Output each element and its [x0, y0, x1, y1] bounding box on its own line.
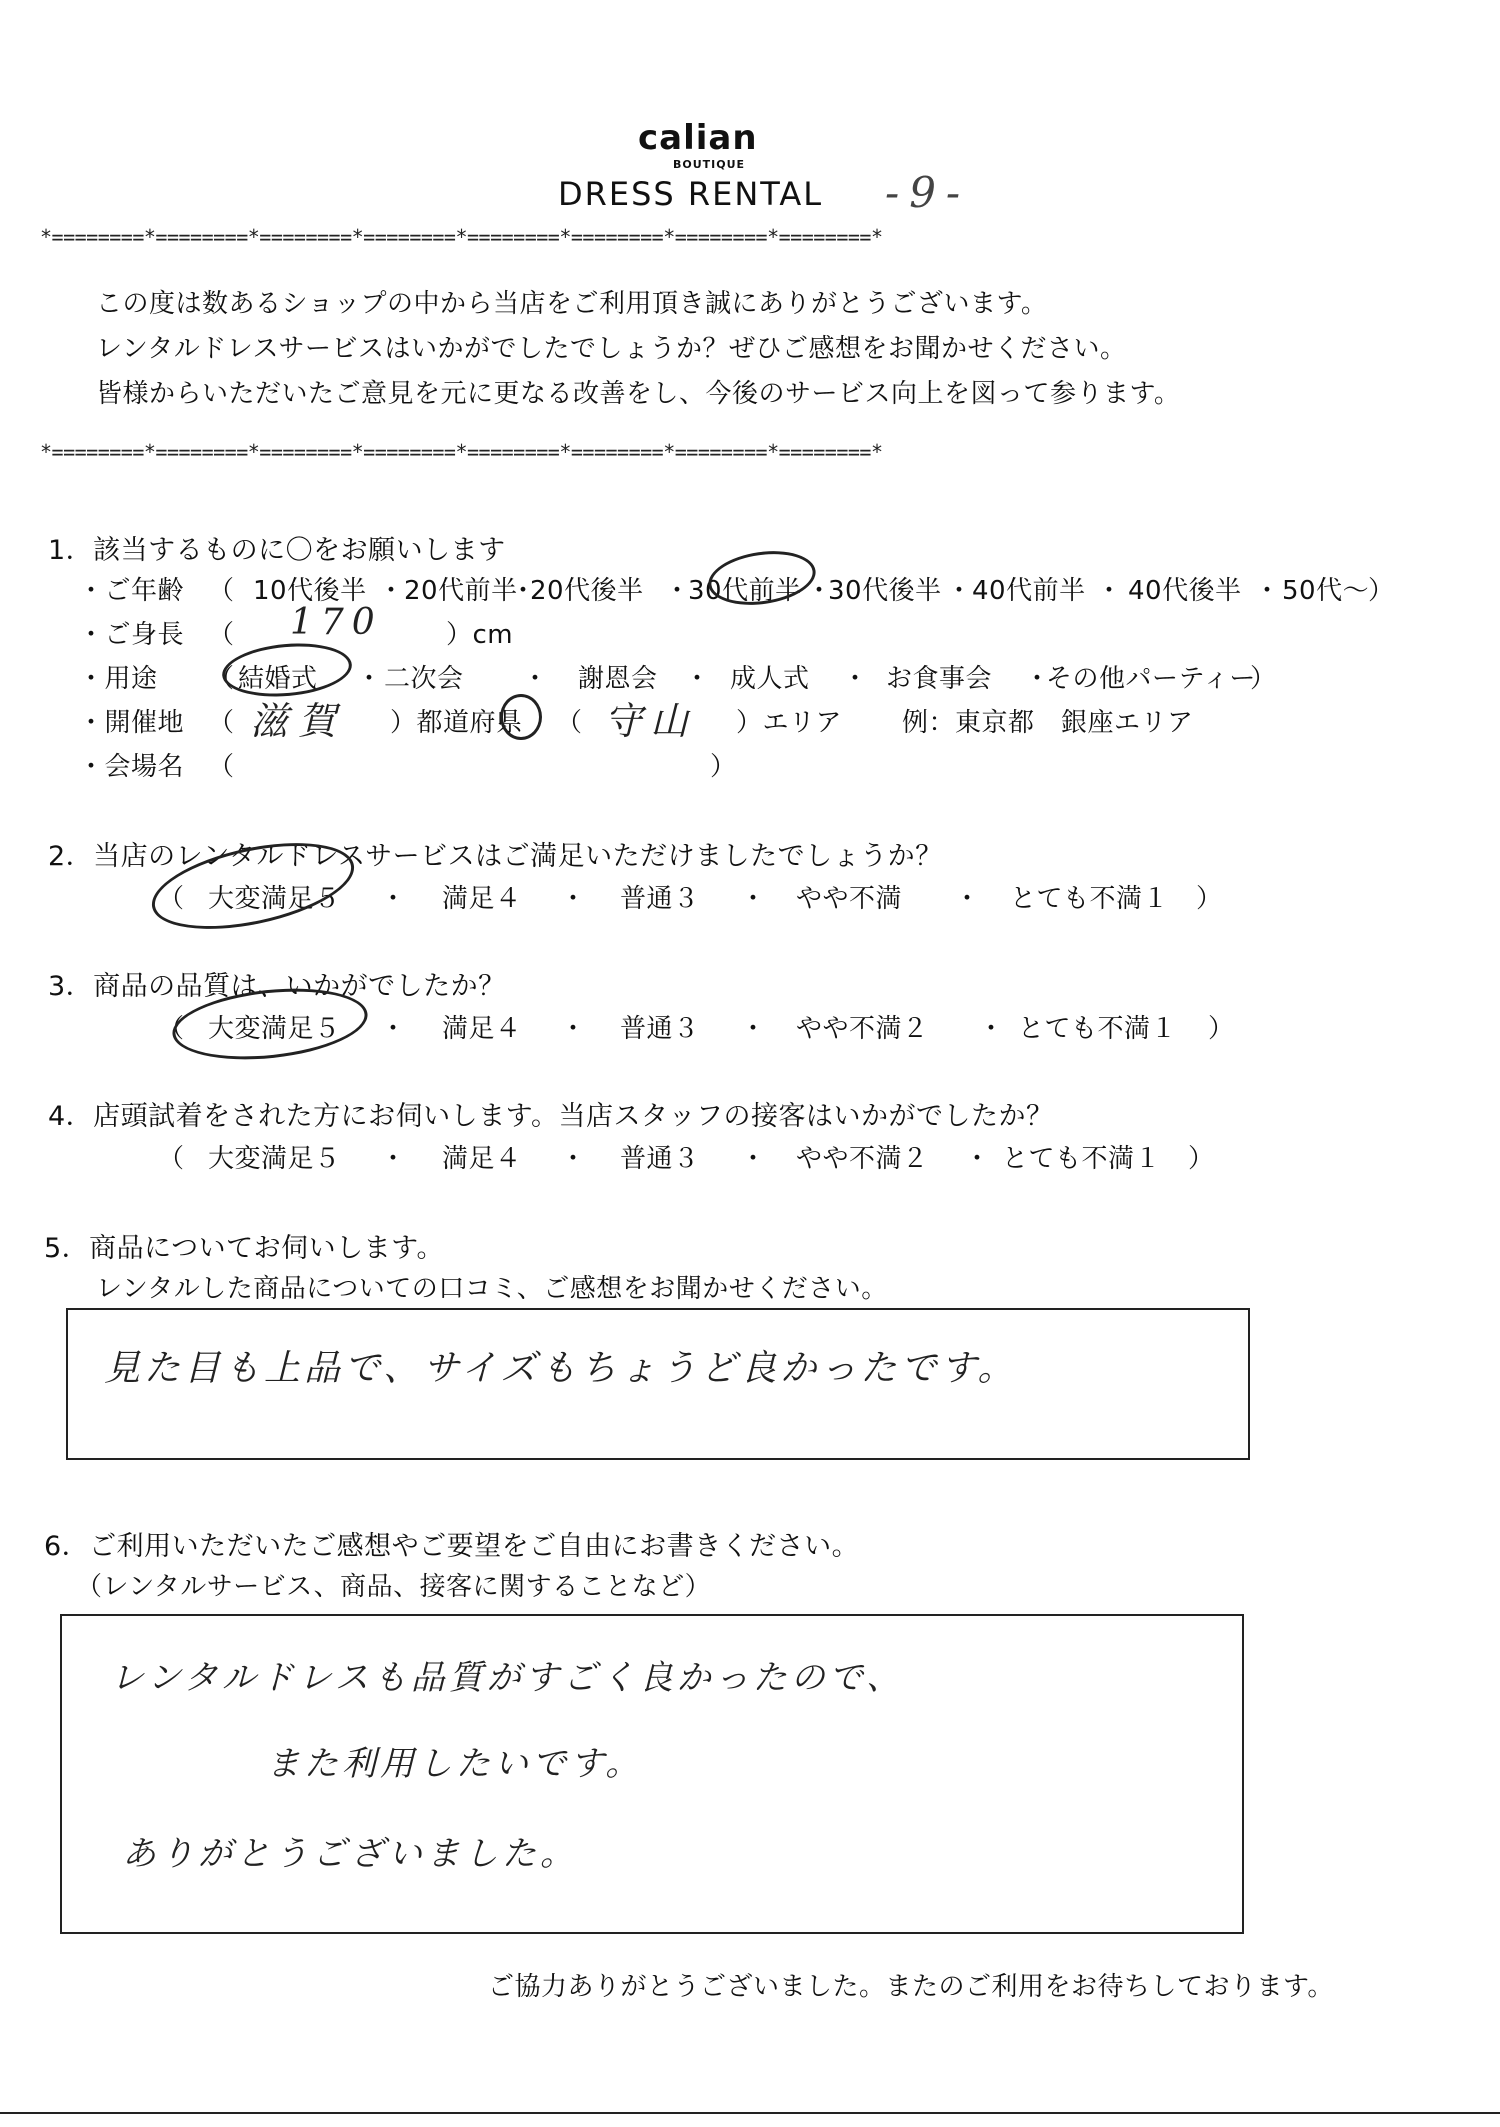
q2-option-1: 大変満足５	[208, 884, 341, 914]
age-dot: ・	[946, 576, 973, 606]
q6-answer-line-1: レンタルドレスも品質がすごく良かったので、	[110, 1658, 905, 1698]
q4-option-5: とても不満１	[1002, 1144, 1162, 1174]
q3-paren-open: （	[158, 1014, 185, 1044]
brand-subtitle: BOUTIQUE	[673, 158, 746, 171]
bottom-separator: *========*========*========*========*========*========*========*========*	[40, 440, 883, 464]
q3-dot: ・	[380, 1014, 407, 1044]
q2-dot: ・	[560, 884, 587, 914]
hall-paren-open: （	[208, 752, 235, 782]
brand-name-post: n	[732, 118, 758, 158]
purpose-option-1: 結婚式	[238, 664, 318, 694]
q4-title: 4．店頭試着をされた方にお伺いします。当店スタッフの接客はいかがでしたか？	[48, 1101, 1054, 1132]
q4-option-4: やや不満２	[796, 1144, 929, 1174]
q5-subtitle: レンタルした商品についての口コミ、ご感想をお聞かせください。	[96, 1274, 888, 1304]
age-paren-close: ）	[1368, 576, 1395, 606]
purpose-dot: ・	[684, 664, 711, 694]
brand-logo	[638, 118, 758, 158]
q3-option-3: 普通３	[620, 1014, 700, 1044]
q4-paren-close: ）	[1188, 1144, 1215, 1174]
age-option-4: 30代前半	[688, 576, 802, 606]
intro-line-2: レンタルドレスサービスはいかがでしたでしょうか？ぜひご感想をお聞かせください。	[96, 334, 1127, 364]
height-paren-open: （	[208, 620, 235, 650]
brand-name-pre: cali	[638, 118, 709, 158]
age-dot: ・	[806, 576, 833, 606]
prefecture-selection-circle	[500, 694, 542, 740]
age-option-3: 20代後半	[530, 576, 644, 606]
q4-paren-open: （	[158, 1144, 185, 1174]
q6-subtitle: （レンタルサービス、商品、接客に関することなど）	[76, 1572, 712, 1602]
hall-paren-close: ）	[710, 752, 737, 782]
hall-label: ・会場名	[78, 752, 185, 782]
age-dot: ・	[378, 576, 405, 606]
page-title: DRESS RENTAL	[558, 175, 824, 213]
age-option-7: 40代後半	[1128, 576, 1242, 606]
purpose-paren-open: （	[208, 664, 235, 694]
q3-dot: ・	[978, 1014, 1005, 1044]
q2-option-5: とても不満１	[1010, 884, 1170, 914]
brand-name-accent: a	[708, 118, 733, 158]
venue-area-paren-open: （	[556, 708, 583, 738]
age-label: ・ご年齢	[78, 576, 185, 606]
q4-dot: ・	[964, 1144, 991, 1174]
age-option-5: 30代後半	[828, 576, 942, 606]
age-dot: ・	[1096, 576, 1123, 606]
footer-message: ご協力ありがとうございました。またのご利用をお待ちしております。	[488, 1972, 1334, 2002]
q2-option-4: やや不満	[796, 884, 903, 914]
age-dot: ・	[664, 576, 691, 606]
venue-prefecture-suffix: ）都道府県	[390, 708, 523, 738]
intro-line-1: この度は数あるショップの中から当店をご利用頂き誠にありがとうございます。	[96, 289, 1048, 319]
purpose-option-4: 成人式	[730, 664, 810, 694]
purpose-option-2: 二次会	[384, 664, 464, 694]
q2-paren-close: ）	[1196, 884, 1223, 914]
purpose-option-6: その他パーティー	[1046, 664, 1256, 694]
q3-title: 3．商品の品質は、いかがでしたか？	[48, 971, 506, 1002]
venue-area-suffix: ）エリア	[736, 708, 843, 738]
q2-title: 2．当店のレンタルドレスサービスはご満足いただけましたでしょうか？	[48, 841, 943, 872]
purpose-dot: ・	[842, 664, 869, 694]
q6-answer-line-2: また利用したいです。	[266, 1744, 644, 1784]
age-dot: ・	[510, 576, 537, 606]
q3-paren-close: ）	[1208, 1014, 1235, 1044]
venue-example: 例：東京都 銀座エリア	[902, 708, 1194, 738]
q5-answer-text: 見た目も上品で、サイズもちょうど良かったです。	[104, 1348, 1018, 1389]
venue-prefecture: 滋賀	[250, 699, 347, 743]
q5-title: 5．商品についてお伺いします。	[44, 1233, 444, 1264]
height-value: 170	[290, 602, 383, 643]
q6-title: 6．ご利用いただいたご感想やご要望をご自由にお書きください。	[44, 1531, 860, 1562]
q4-option-2: 満足４	[442, 1144, 522, 1174]
intro-line-3: 皆様からいただいたご意見を元に更なる改善をし、今後のサービス向上を図って参ります。	[96, 379, 1181, 409]
age-option-6: 40代前半	[972, 576, 1086, 606]
height-label: ・ご身長	[78, 620, 185, 650]
height-unit: ）cm	[446, 620, 514, 650]
bottom-rule	[0, 2112, 1500, 2114]
venue-area: 守山	[604, 699, 697, 743]
purpose-dot: ・	[356, 664, 383, 694]
q3-option-2: 満足４	[442, 1014, 522, 1044]
venue-label: ・開催地	[78, 708, 185, 738]
age-option-8: 50代～	[1282, 576, 1370, 606]
q2-dot: ・	[954, 884, 981, 914]
q4-dot: ・	[740, 1144, 767, 1174]
age-paren-open: （	[208, 576, 235, 606]
q4-option-3: 普通３	[620, 1144, 700, 1174]
q3-dot: ・	[740, 1014, 767, 1044]
q6-answer-line-3: ありがとうございました。	[122, 1834, 578, 1874]
age-dot: ・	[1254, 576, 1281, 606]
age-option-2: 20代前半	[404, 576, 518, 606]
q2-dot: ・	[740, 884, 767, 914]
venue-paren-open: （	[208, 708, 235, 738]
top-separator: *========*========*========*========*========*========*========*========*	[40, 225, 883, 249]
purpose-label: ・用途	[78, 664, 158, 694]
q2-option-3: 普通３	[620, 884, 700, 914]
q3-dot: ・	[560, 1014, 587, 1044]
q2-paren-open: （	[158, 884, 185, 914]
purpose-option-5: お食事会	[886, 664, 993, 694]
handwritten-scribble: -9-	[885, 168, 971, 217]
q2-option-2: 満足４	[442, 884, 522, 914]
q4-option-1: 大変満足５	[208, 1144, 341, 1174]
age-option-1: 10代後半	[253, 576, 367, 606]
q4-dot: ・	[380, 1144, 407, 1174]
purpose-paren-close: ）	[1250, 664, 1277, 694]
q1-title: 1．該当するものに〇をお願いします	[48, 535, 506, 566]
q4-dot: ・	[560, 1144, 587, 1174]
q3-option-5: とても不満１	[1018, 1014, 1178, 1044]
purpose-dot: ・	[522, 664, 549, 694]
purpose-option-3: 謝恩会	[578, 664, 658, 694]
q3-option-1: 大変満足５	[208, 1014, 341, 1044]
q2-dot: ・	[380, 884, 407, 914]
purpose-dot: ・	[1024, 664, 1051, 694]
q3-option-4: やや不満２	[796, 1014, 929, 1044]
